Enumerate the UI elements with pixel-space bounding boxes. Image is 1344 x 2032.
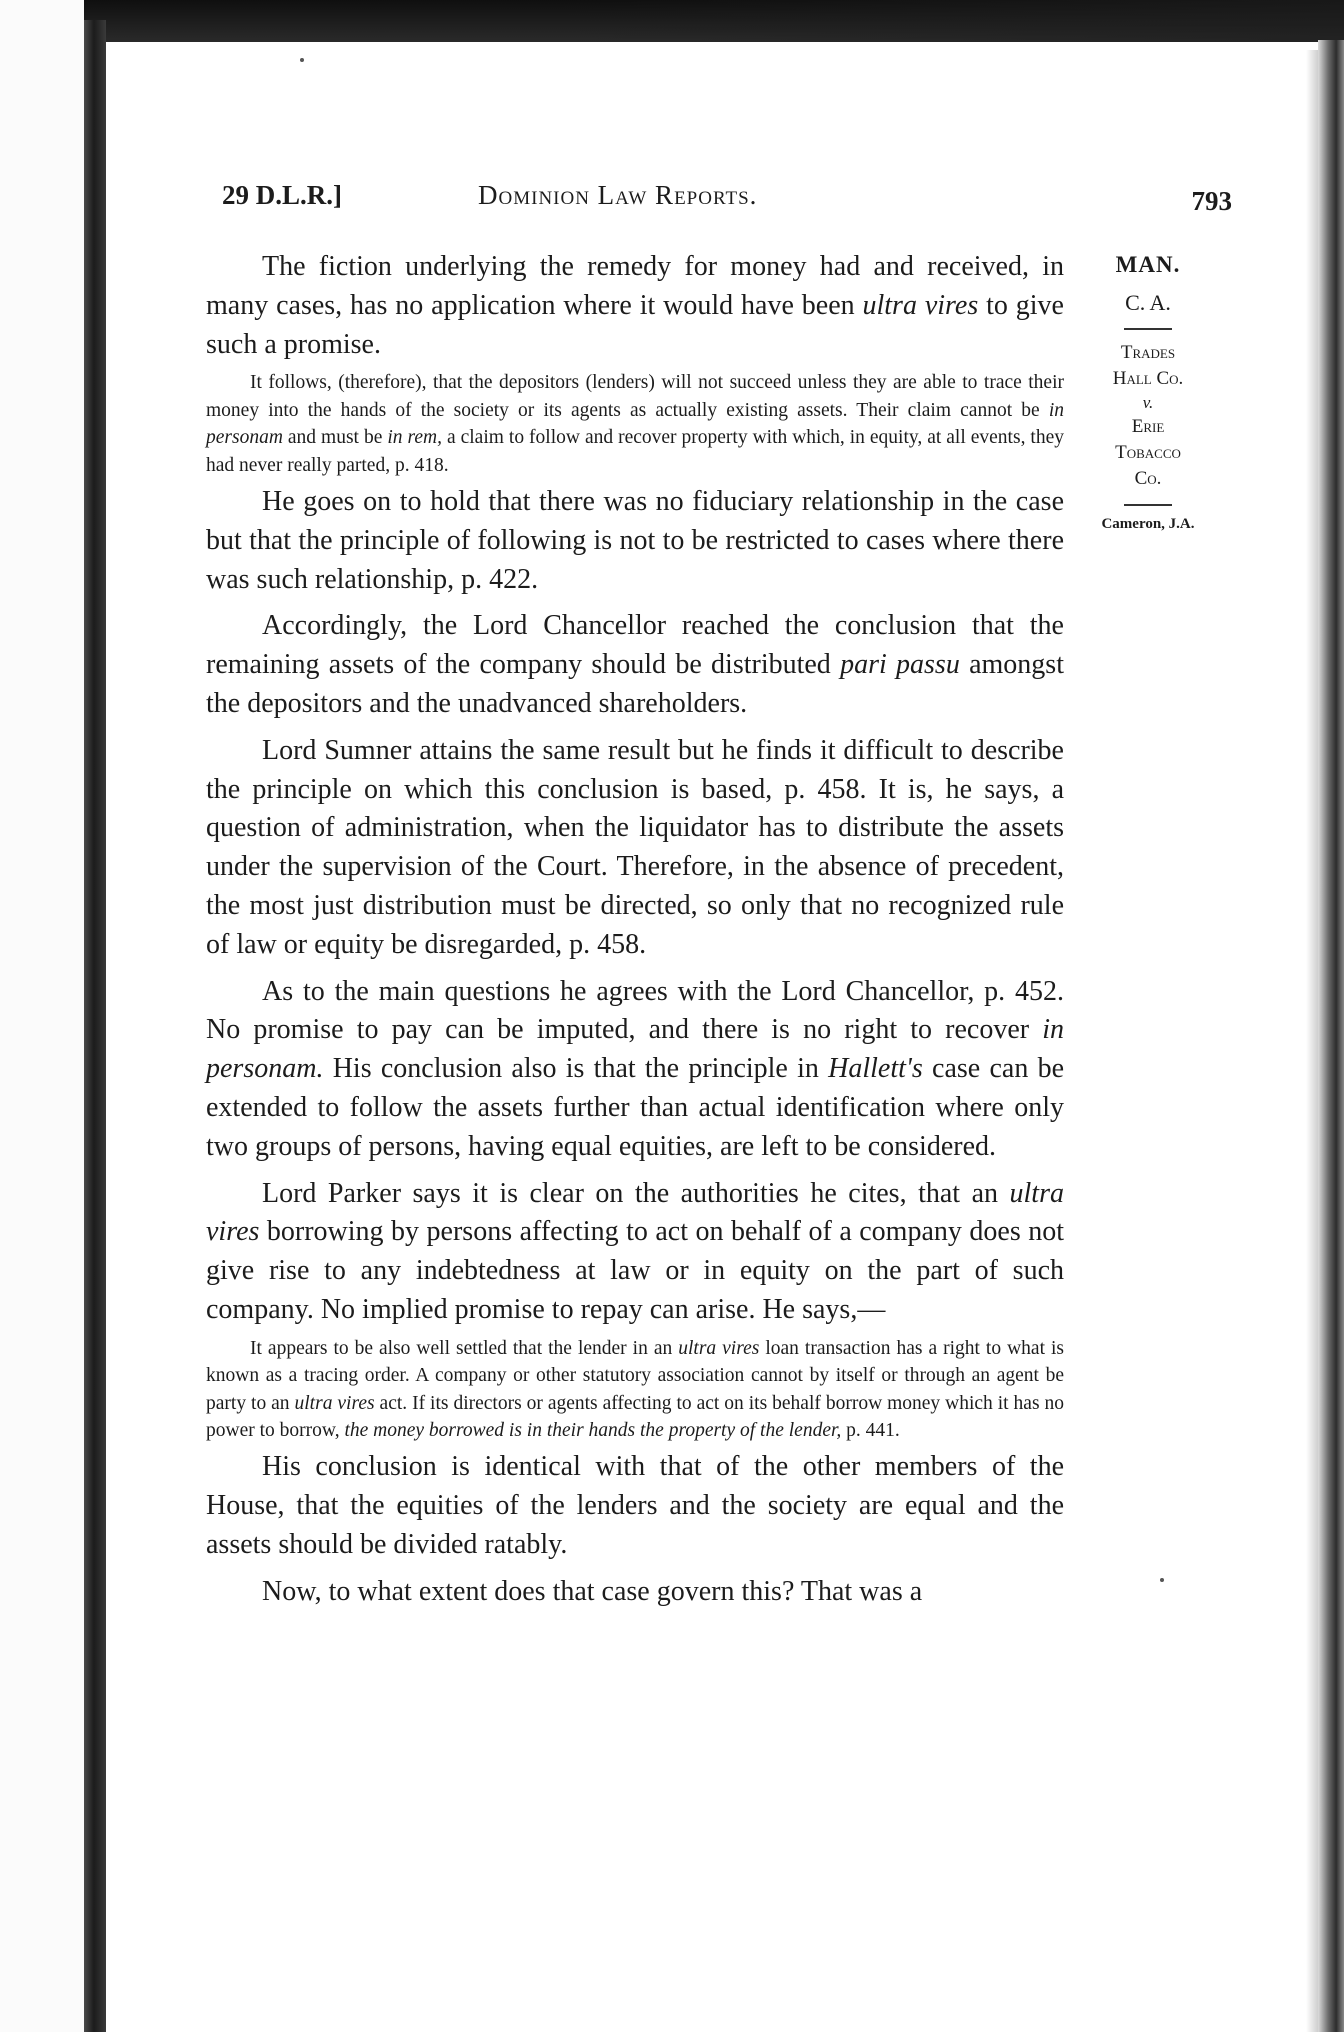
sidebar-divider bbox=[1124, 504, 1172, 506]
case-name-line: Erie bbox=[1131, 416, 1165, 437]
judge-name: Cameron, J.A. bbox=[1101, 516, 1195, 532]
publication-title: Dominion Law Reports. bbox=[478, 180, 758, 210]
page-number: 793 bbox=[1191, 186, 1232, 216]
block-quote: It appears to be also well settled that the lender in an ultra vires loan transaction has a right to what is known as a tracing order. A company or other statutory association cannot by itself or through an agent be party to an ultra vires act. If its directors or agents affecting to act on its behalf borrow money which it has no power to borrow, the money borrowed is in their hands the property of the lender, p. 441. bbox=[206, 1337, 1065, 1441]
body-paragraph: As to the main questions he agrees with the Lord Chancellor, p. 452. No promise to pay can be imputed, and there is no right to recover in personam. His conclusion also is that the principle in Hallett's case can be extended to follow the assets further than actual identification where only two groups of persons, having equal equities, are left to be considered. bbox=[206, 975, 1064, 1162]
case-sidebar bbox=[1086, 252, 1210, 533]
body-paragraph: His conclusion is identical with that of the other members of the House, that the equities of the lenders and the society are equal and the assets should be divided ratably. bbox=[206, 1451, 1064, 1560]
scan-speck bbox=[1160, 1578, 1164, 1582]
running-header bbox=[222, 180, 1232, 220]
sidebar-divider bbox=[1124, 328, 1172, 330]
volume-reference: 29 D.L.R.] bbox=[222, 180, 342, 210]
book-spine-shadow bbox=[84, 20, 106, 2032]
scan-top-shadow bbox=[560, 0, 1344, 42]
body-paragraph: Lord Sumner attains the same result but he finds it difficult to describe the principle on which this conclusion is based, p. 458. It is, he says, a question of administration, when the liquidator has to distribute the assets under the supervision of the Court. Therefore, in the absence of precedent, the most just distribution must be directed, so only that no recognized rule of law or equity be disregarded, p. 458. bbox=[206, 734, 1064, 960]
body-paragraph: Now, to what extent does that case govern this? That was a bbox=[262, 1575, 923, 1607]
page-edge-highlight bbox=[1306, 50, 1318, 2032]
page-edge-shadow bbox=[1318, 40, 1344, 2032]
case-name-line: Co. bbox=[1134, 468, 1162, 489]
jurisdiction-label: MAN. bbox=[1115, 252, 1181, 277]
block-quote: It follows, (therefore), that the depositors (lenders) will not succeed unless they are able to trace their money into the hands of the society or its agents as actually existing assets. Their claim cannot be in personam and must be in rem, a claim to follow and recover property with which, in equity, at all events, they had never really parted, p. 418. bbox=[206, 372, 1064, 476]
facing-page-edge bbox=[0, 0, 84, 2032]
main-text-column bbox=[206, 248, 1064, 1612]
case-versus: v. bbox=[1142, 393, 1154, 412]
court-label: C. A. bbox=[1125, 290, 1171, 315]
body-paragraph: Accordingly, the Lord Chancellor reached the conclusion that the remaining assets of the company should be distributed pari passu amongst the depositors and the unadvanced shareholders. bbox=[206, 610, 1064, 719]
case-name-line: Trades bbox=[1120, 342, 1176, 363]
body-paragraph: The fiction underlying the remedy for money had and received, in many cases, has no application where it would have been ultra vires to give such a promise. bbox=[206, 251, 1064, 360]
scan-speck bbox=[300, 58, 304, 62]
body-paragraph: Lord Parker says it is clear on the authorities he cites, that an ultra vires borrowing by persons affecting to act on behalf of a company does not give rise to any indebtedness at law or in equity on the part of such company. No implied promise to repay can arise. He says,— bbox=[206, 1177, 1064, 1325]
body-paragraph: He goes on to hold that there was no fiduciary relationship in the case but that the principle of following is not to be restricted to cases where there was such relationship, p. 422. bbox=[206, 486, 1064, 595]
case-name-line: Tobacco bbox=[1115, 442, 1181, 463]
case-name-line: Hall Co. bbox=[1112, 368, 1184, 389]
